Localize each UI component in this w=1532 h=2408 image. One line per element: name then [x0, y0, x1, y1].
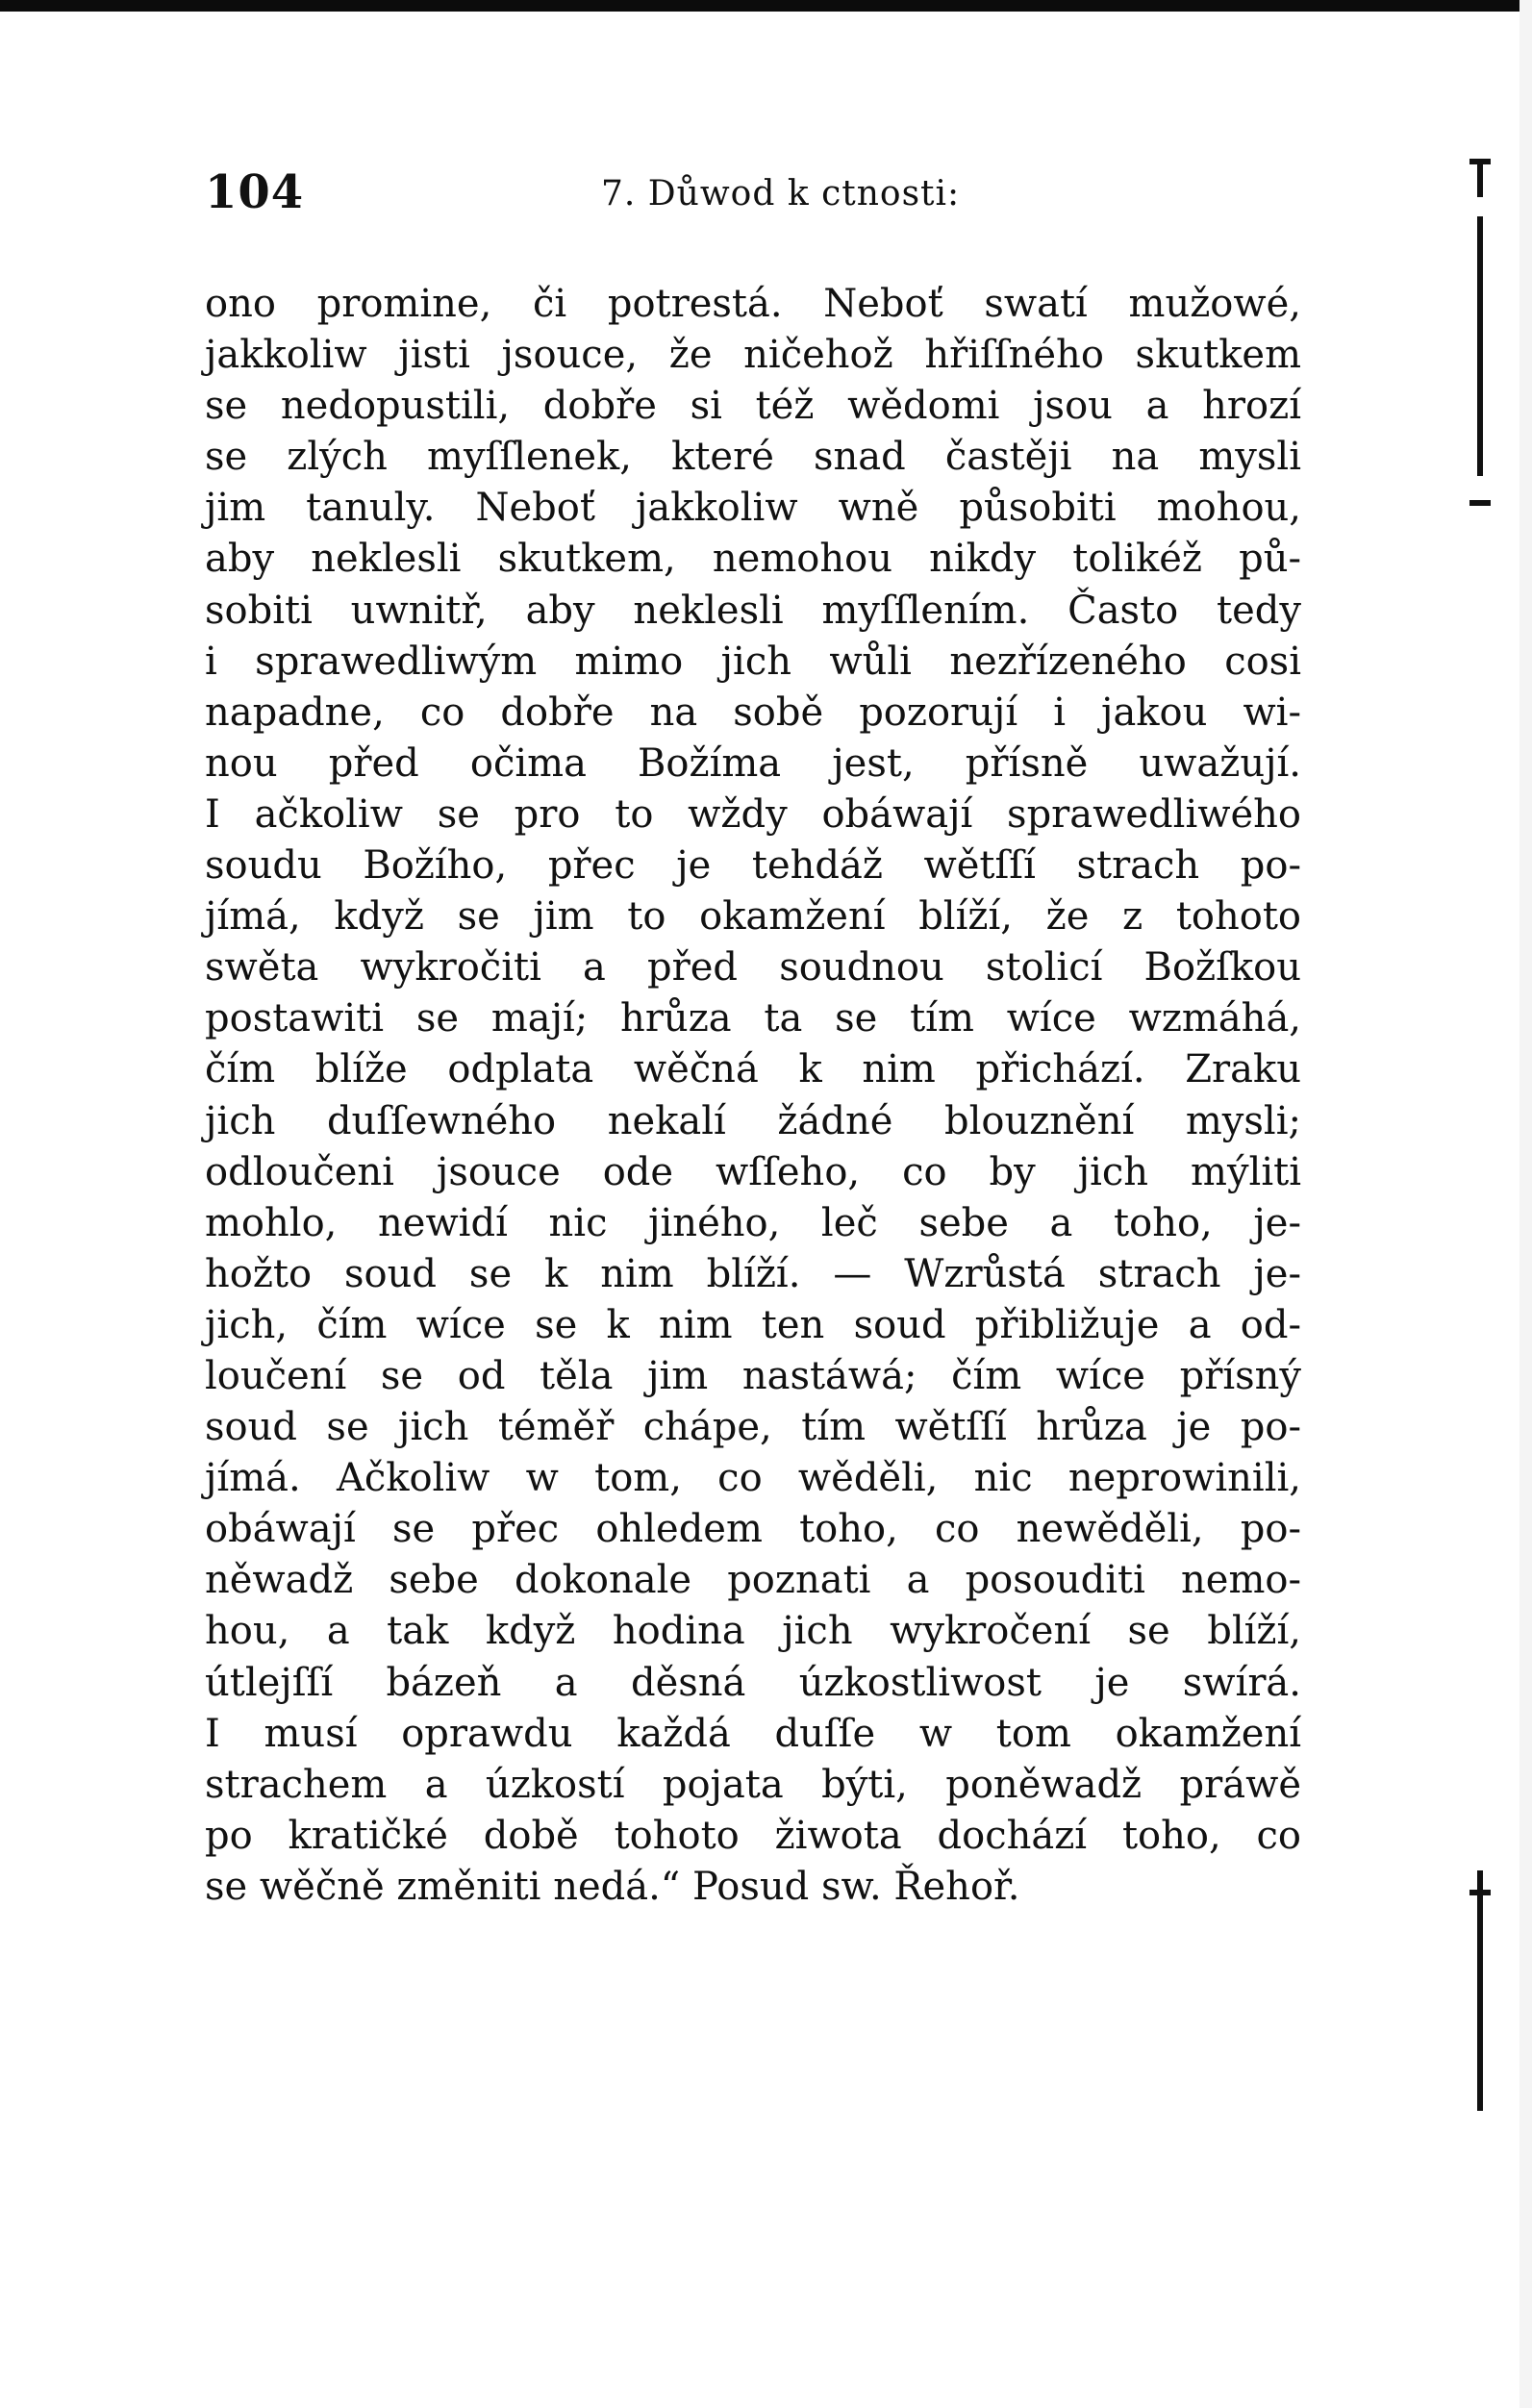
- text-line: hou, a tak když hodina jich wykročení se blíží,: [205, 1609, 1301, 1654]
- text-line: swěta wykročiti a před soudnou stolicí Božſkou: [205, 945, 1301, 991]
- text-line: obáwají se přec ohledem toho, co newěděli, po-: [205, 1507, 1301, 1552]
- text-line: po kratičké době tohoto žiwota dochází toho, co: [205, 1813, 1301, 1858]
- binding-edge-rule: [1477, 159, 1485, 2226]
- text-line: odloučeni jsouce ode wſſeho, co by jich mýliti: [205, 1149, 1301, 1194]
- text-line: jich, čím wíce se k nim ten soud přibližuje a od-: [205, 1302, 1301, 1347]
- text-line: mohlo, newidí nic jiného, leč sebe a toho, je-: [205, 1200, 1301, 1245]
- text-line: jímá. Ačkoliw w tom, co wěděli, nic neprowinili,: [205, 1456, 1301, 1501]
- text-line: ono promine, či potrestá. Neboť swatí mužowé,: [205, 282, 1301, 326]
- text-line: jich duſſewného nekalí žádné blouznění mysli;: [205, 1098, 1301, 1143]
- rule-tick: [1469, 500, 1491, 506]
- text-line-last: se wěčně změniti nedá.“ Posud sw. Řehoř.: [205, 1864, 1020, 1909]
- text-line: postawiti se mají; hrůza ta se tím wíce wzmáhá,: [205, 996, 1301, 1041]
- text-line: něwadž sebe dokonale poznati a posouditi nemo-: [205, 1558, 1301, 1603]
- text-line: hožto soud se k nim blíží. — Wzrůstá strach je-: [205, 1251, 1301, 1296]
- rule-tick: [1469, 159, 1491, 164]
- text-line: jímá, když se jim to okamžení blíží, že z tohoto: [205, 894, 1301, 940]
- running-head: 7. Důwod k ctnosti:: [601, 174, 961, 213]
- text-line: napadne, co dobře na sobě pozorují i jakou wi-: [205, 690, 1301, 735]
- text-line: I musí oprawdu každá duſſe w tom okamžení: [205, 1711, 1301, 1756]
- rule-tick: [1469, 1890, 1491, 1895]
- rule-segment: [1477, 159, 1483, 197]
- text-line: I ačkoliw se pro to wždy obáwají sprawedliwého: [205, 791, 1301, 837]
- body-text: [205, 279, 1301, 1913]
- page-header: [205, 159, 974, 226]
- text-line: strachem a úzkostí pojata býti, poněwadž práwě: [205, 1762, 1301, 1807]
- text-line: soudu Božího, přec je tehdáž wětſſí strach po-: [205, 843, 1301, 889]
- text-line: aby neklesli skutkem, nemohou nikdy tolikéž pů-: [205, 537, 1301, 582]
- scan-right-edge: [1519, 0, 1532, 2408]
- text-line: nou před očima Božíma jest, přísně uwažují.: [205, 740, 1301, 786]
- rule-segment: [1477, 216, 1483, 476]
- page-number: 104: [205, 165, 305, 219]
- text-line: jim tanuly. Neboť jakkoliw wně působiti mohou,: [205, 486, 1301, 531]
- text-line: se zlých myſſlenek, které snad častěji na mysli: [205, 435, 1301, 480]
- text-line: soud se jich téměř chápe, tím wětſſí hrůza je po-: [205, 1405, 1301, 1450]
- text-line: loučení se od těla jim nastáwá; čím wíce přísný: [205, 1353, 1301, 1398]
- rule-segment: [1477, 1870, 1483, 2111]
- text-line: sobiti uwnitř, aby neklesli myſſlením. Často tedy: [205, 588, 1301, 633]
- text-line: útlejſſí bázeň a děsná úzkostliwost je swírá.: [205, 1660, 1301, 1705]
- text-line: jakkoliw jisti jsouce, že ničehož hřiſſného skutkem: [205, 333, 1301, 378]
- text-line: se nedopustili, dobře si též wědomi jsou a hrozí: [205, 384, 1301, 429]
- text-line: čím blíže odplata wěčná k nim přichází. Zraku: [205, 1047, 1301, 1092]
- text-line: i sprawedliwým mimo jich wůli nezřízeného cosi: [205, 639, 1301, 684]
